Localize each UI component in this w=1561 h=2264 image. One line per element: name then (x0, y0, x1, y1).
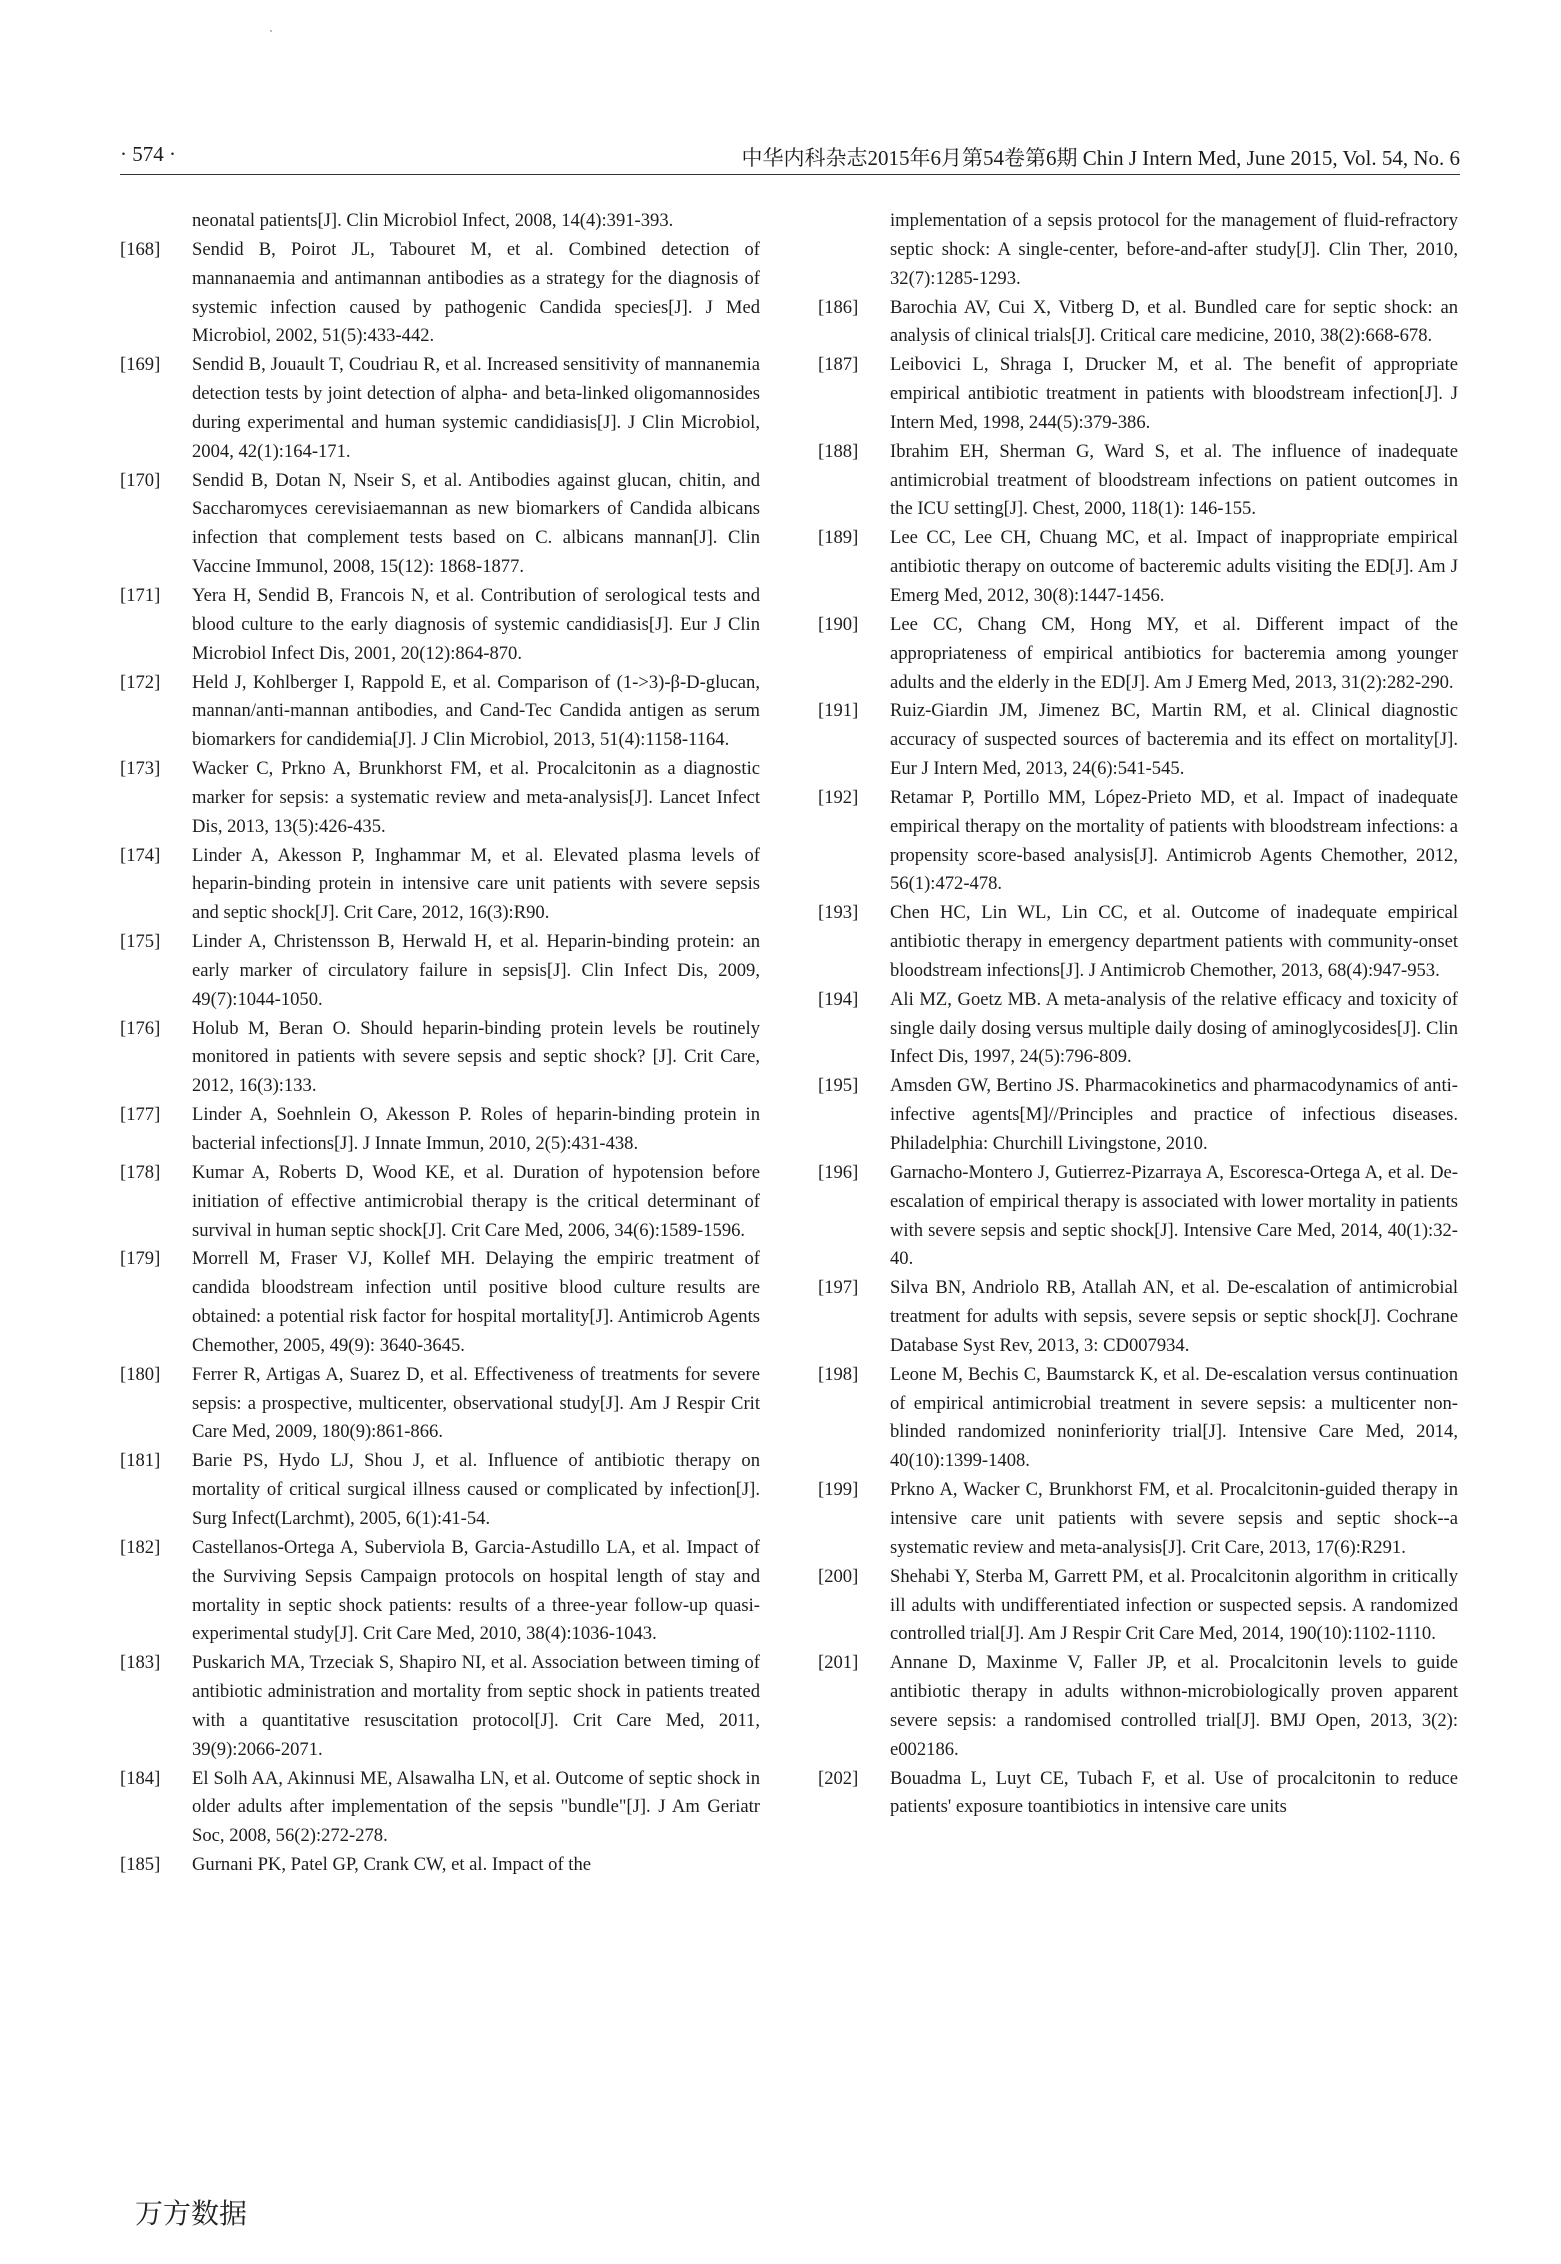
reference-text: Yera H, Sendid B, Francois N, et al. Contribution of serological tests and blood culture to the early diagnosis of systemic candidiasis[J]. Eur J Clin Microbiol Infect Dis, 2001, 20(12):864-870. (192, 584, 760, 664)
reference-number: [194] (818, 988, 859, 1010)
reference-entry (818, 524, 1458, 611)
reference-entry (120, 928, 760, 1015)
reference-entry (120, 842, 760, 929)
reference-number: [176] (120, 1017, 161, 1039)
reference-number: [184] (120, 1767, 161, 1789)
reference-text: Garnacho-Montero J, Gutierrez-Pizarraya A, Escoresca-Ortega A, et al. De-escalation of empirical therapy is associated with lower mortality in patients with severe sepsis and septic shock[J]. Intensive Care Med, 2014, 40(1):32-40. (890, 1161, 1458, 1270)
reference-number: [169] (120, 354, 161, 376)
reference-text: Amsden GW, Bertino JS. Pharmacokinetics and pharmacodynamics of anti-infective agents[M]//Principles and practice of infectious diseases. Philadelphia: Churchill Livingstone, 2010. (890, 1075, 1458, 1154)
reference-entry (120, 755, 760, 842)
reference-entry (818, 1274, 1458, 1361)
reference-text: Annane D, Maxinme V, Faller JP, et al. Procalcitonin levels to guide antibiotic therapy in adults withnon-microbiologically proven apparent severe sepsis: a randomised controlled trial[J]. BMJ Open, 2013, 3(2): e002186. (890, 1652, 1458, 1760)
reference-number: [185] (120, 1854, 161, 1876)
watermark-logo: 万方数据 (135, 2197, 248, 2230)
reference-entry (818, 697, 1458, 784)
reference-entry (120, 1245, 760, 1360)
reference-entry (818, 438, 1458, 525)
reference-entry (818, 1765, 1458, 1823)
reference-text: Prkno A, Wacker C, Brunkhorst FM, et al. Procalcitonin-guided therapy in intensive care unit patients with severe sepsis and septic shock--a systematic review and meta-analysis[J]. Crit Care, 2013, 17(6):R291. (890, 1479, 1458, 1558)
reference-entry (818, 351, 1458, 438)
reference-text: Lee CC, Chang CM, Hong MY, et al. Different impact of the appropriateness of empirical antibiotics for bacteremia among younger adults and the elderly in the ED[J]. Am J Emerg Med, 2013, 31(2):282-290. (890, 613, 1458, 693)
reference-text: Linder A, Soehnlein O, Akesson P. Roles of heparin-binding protein in bacterial infections[J]. J Innate Immun, 2010, 2(5):431-438. (192, 1104, 760, 1154)
reference-text: implementation of a sepsis protocol for the management of fluid-refractory septic shock: A single-center, before-and-after study[J]. Clin Ther, 2010, 32(7):1285-1293. (890, 210, 1458, 289)
reference-text: Barie PS, Hydo LJ, Shou J, et al. Influence of antibiotic therapy on mortality of critical surgical illness caused or complicated by infection[J]. Surg Infect(Larchmt), 2005, 6(1):41-54. (192, 1450, 760, 1529)
reference-text: Ferrer R, Artigas A, Suarez D, et al. Effectiveness of treatments for severe sepsis: a prospective, multicenter, observational study[J]. Am J Respir Crit Care Med, 2009, 180(9):861-866. (192, 1363, 760, 1443)
reference-number: [191] (818, 700, 859, 722)
reference-entry (120, 669, 760, 756)
reference-text: Retamar P, Portillo MM, López-Prieto MD, et al. Impact of inadequate empirical therapy on the mortality of patients with bloodstream infections: a propensity score-based analysis[J]. Antimicrob Agents Chemother, 2012, 56(1):472-478. (890, 786, 1458, 895)
reference-entry (120, 1447, 760, 1534)
reference-entry (818, 1563, 1458, 1650)
reference-number: [199] (818, 1479, 859, 1501)
reference-entry (818, 1072, 1458, 1159)
reference-entry (120, 236, 760, 351)
reference-text: Bouadma L, Luyt CE, Tubach F, et al. Use of procalcitonin to reduce patients' exposure toantibiotics in intensive care units (890, 1767, 1458, 1818)
reference-number: [198] (818, 1363, 859, 1385)
scan-speck (270, 30, 272, 32)
reference-entry (120, 1534, 760, 1649)
reference-text: El Solh AA, Akinnusi ME, Alsawalha LN, et al. Outcome of septic shock in older adults after implementation of the sepsis "bundle"[J]. J Am Geriatr Soc, 2008, 56(2):272-278. (192, 1767, 760, 1847)
reference-continuation (818, 207, 1458, 294)
reference-number: [196] (818, 1161, 859, 1183)
page-header (120, 140, 1460, 175)
reference-entry (120, 1765, 760, 1852)
reference-text: Silva BN, Andriolo RB, Atallah AN, et al. De-escalation of antimicrobial treatment for adults with sepsis, severe sepsis or septic shock[J]. Cochrane Database Syst Rev, 2013, 3: CD007934. (890, 1277, 1458, 1356)
reference-entry (818, 1159, 1458, 1274)
reference-entry (818, 784, 1458, 899)
reference-entry (818, 986, 1458, 1073)
references-left-column (120, 207, 760, 1880)
reference-number: [170] (120, 469, 161, 491)
reference-entry (818, 1476, 1458, 1563)
reference-text: Leone M, Bechis C, Baumstarck K, et al. De-escalation versus continuation of empirical antimicrobial treatment in severe sepsis: a multicenter non-blinded randomized noninferiority trial[J]. Intensive Care Med, 2014, 40(10):1399-1408. (890, 1363, 1458, 1472)
reference-entry (120, 1159, 760, 1246)
reference-text: Wacker C, Prkno A, Brunkhorst FM, et al. Procalcitonin as a diagnostic marker for sepsis: a systematic review and meta-analysis[J]. Lancet Infect Dis, 2013, 13(5):426-435. (192, 758, 760, 837)
reference-number: [193] (818, 902, 859, 924)
reference-text: Leibovici L, Shraga I, Drucker M, et al. The benefit of appropriate empirical antibiotic treatment in patients with bloodstream infection[J]. J Intern Med, 1998, 244(5):379-386. (890, 354, 1458, 433)
reference-entry (818, 899, 1458, 986)
reference-entry (120, 1101, 760, 1159)
reference-number: [201] (818, 1652, 859, 1674)
reference-entry (120, 1851, 760, 1880)
reference-text: Kumar A, Roberts D, Wood KE, et al. Duration of hypotension before initiation of effective antimicrobial therapy is the critical determinant of survival in human septic shock[J]. Crit Care Med, 2006, 34(6):1589-1596. (192, 1161, 760, 1241)
reference-text: Lee CC, Lee CH, Chuang MC, et al. Impact of inappropriate empirical antibiotic therapy on outcome of bacteremic adults visiting the ED[J]. Am J Emerg Med, 2012, 30(8):1447-1456. (890, 527, 1458, 606)
reference-entry (818, 1361, 1458, 1476)
reference-number: [183] (120, 1652, 161, 1674)
reference-text: Ibrahim EH, Sherman G, Ward S, et al. The influence of inadequate antimicrobial treatment of bloodstream infections on patient outcomes in the ICU setting[J]. Chest, 2000, 118(1): 146-155. (890, 440, 1458, 520)
reference-number: [180] (120, 1363, 161, 1385)
reference-number: [202] (818, 1767, 859, 1789)
reference-number: [195] (818, 1075, 859, 1097)
reference-text: Sendid B, Jouault T, Coudriau R, et al. Increased sensitivity of mannanemia detection tests by joint detection of alpha- and beta-linked oligomannosides during experimental and human systemic candidiasis[J]. J Clin Microbiol, 2004, 42(1):164-171. (192, 354, 760, 462)
reference-number: [179] (120, 1248, 161, 1270)
reference-entry (120, 1649, 760, 1764)
reference-number: [171] (120, 584, 161, 606)
page-number: · 574 · (120, 142, 176, 166)
reference-entry (120, 351, 760, 466)
reference-text: Sendid B, Dotan N, Nseir S, et al. Antibodies against glucan, chitin, and Saccharomyces cerevisiaemannan as new biomarkers of Candida albicans infection that complement tests based on C. albicans mannan[J]. Clin Vaccine Immunol, 2008, 15(12): 1868-1877. (192, 469, 760, 578)
reference-number: [175] (120, 931, 161, 953)
reference-entry (120, 1361, 760, 1448)
reference-entry (120, 1015, 760, 1102)
reference-text: Ruiz-Giardin JM, Jimenez BC, Martin RM, et al. Clinical diagnostic accuracy of suspected sources of bacteremia and its effect on mortality[J]. Eur J Intern Med, 2013, 24(6):541-545. (890, 700, 1458, 780)
reference-text: Gurnani PK, Patel GP, Crank CW, et al. Impact of the (192, 1854, 592, 1876)
reference-number: [174] (120, 844, 161, 866)
reference-text: Holub M, Beran O. Should heparin-binding protein levels be routinely monitored in patients with severe sepsis and septic shock? [J]. Crit Care, 2012, 16(3):133. (192, 1017, 760, 1097)
references-right-column (818, 207, 1458, 1822)
reference-entry (818, 611, 1458, 698)
reference-number: [190] (818, 613, 859, 635)
reference-text: Held J, Kohlberger I, Rappold E, et al. Comparison of (1->3)-β-D-glucan, mannan/anti-mannan antibodies, and Cand-Tec Candida antigen as serum biomarkers for candidemia[J]. J Clin Microbiol, 2013, 51(4):1158-1164. (192, 671, 760, 751)
reference-number: [177] (120, 1104, 161, 1126)
reference-number: [187] (818, 354, 859, 376)
reference-number: [189] (818, 527, 859, 549)
reference-number: [178] (120, 1161, 161, 1183)
reference-text: Ali MZ, Goetz MB. A meta-analysis of the relative efficacy and toxicity of single daily dosing versus multiple daily dosing of aminoglycosides[J]. Clin Infect Dis, 1997, 24(5):796-809. (890, 988, 1458, 1068)
reference-number: [200] (818, 1565, 859, 1587)
reference-text: Morrell M, Fraser VJ, Kollef MH. Delaying the empiric treatment of candida bloodstream infection until positive blood culture results are obtained: a potential risk factor for hospital mortality[J]. Antimicrob Agents Chemother, 2005, 49(9): 3640-3645. (192, 1248, 760, 1356)
reference-entry (120, 467, 760, 582)
reference-number: [197] (818, 1277, 859, 1299)
reference-number: [192] (818, 786, 859, 808)
reference-text: Linder A, Christensson B, Herwald H, et al. Heparin-binding protein: an early marker of circulatory failure in sepsis[J]. Clin Infect Dis, 2009, 49(7):1044-1050. (192, 931, 760, 1010)
reference-text: Chen HC, Lin WL, Lin CC, et al. Outcome of inadequate empirical antibiotic therapy in emergency department patients with community-onset bloodstream infections[J]. J Antimicrob Chemother, 2013, 68(4):947-953. (890, 902, 1458, 981)
reference-number: [168] (120, 238, 161, 260)
reference-number: [173] (120, 758, 161, 780)
reference-text: Castellanos-Ortega A, Suberviola B, Garcia-Astudillo LA, et al. Impact of the Surviving Sepsis Campaign protocols on hospital length of stay and mortality in septic shock patients: results of a three-year follow-up quasi-experimental study[J]. Crit Care Med, 2010, 38(4):1036-1043. (192, 1536, 760, 1645)
reference-continuation (120, 207, 760, 236)
reference-number: [181] (120, 1450, 161, 1472)
reference-entry (818, 294, 1458, 352)
reference-text: neonatal patients[J]. Clin Microbiol Infect, 2008, 14(4):391-393. (192, 210, 674, 231)
reference-text: Sendid B, Poirot JL, Tabouret M, et al. Combined detection of mannanaemia and antimannan antibodies as a strategy for the diagnosis of systemic infection caused by pathogenic Candida species[J]. J Med Microbiol, 2002, 51(5):433-442. (192, 238, 760, 347)
reference-text: Puskarich MA, Trzeciak S, Shapiro NI, et al. Association between timing of antibiotic administration and mortality from septic shock in patients treated with a quantitative resuscitation protocol[J]. Crit Care Med, 2011, 39(9):2066-2071. (192, 1652, 760, 1760)
reference-entry (818, 1649, 1458, 1764)
journal-running-title: 中华内科杂志2015年6月第54卷第6期 Chin J Intern Med, June 2015, Vol. 54, No. 6 (741, 146, 1460, 170)
reference-number: [188] (818, 440, 859, 462)
reference-text: Barochia AV, Cui X, Vitberg D, et al. Bundled care for septic shock: an analysis of clinical trials[J]. Critical care medicine, 2010, 38(2):668-678. (890, 296, 1458, 347)
reference-number: [172] (120, 671, 161, 693)
reference-number: [186] (818, 296, 859, 318)
reference-text: Linder A, Akesson P, Inghammar M, et al. Elevated plasma levels of heparin-binding protein in intensive care unit patients with severe sepsis and septic shock[J]. Crit Care, 2012, 16(3):R90. (192, 844, 760, 924)
reference-number: [182] (120, 1536, 161, 1558)
reference-text: Shehabi Y, Sterba M, Garrett PM, et al. Procalcitonin algorithm in critically ill adults with undifferentiated infection or suspected sepsis. A randomized controlled trial[J]. Am J Respir Crit Care Med, 2014, 190(10):1102-1110. (890, 1565, 1458, 1645)
reference-entry (120, 582, 760, 669)
